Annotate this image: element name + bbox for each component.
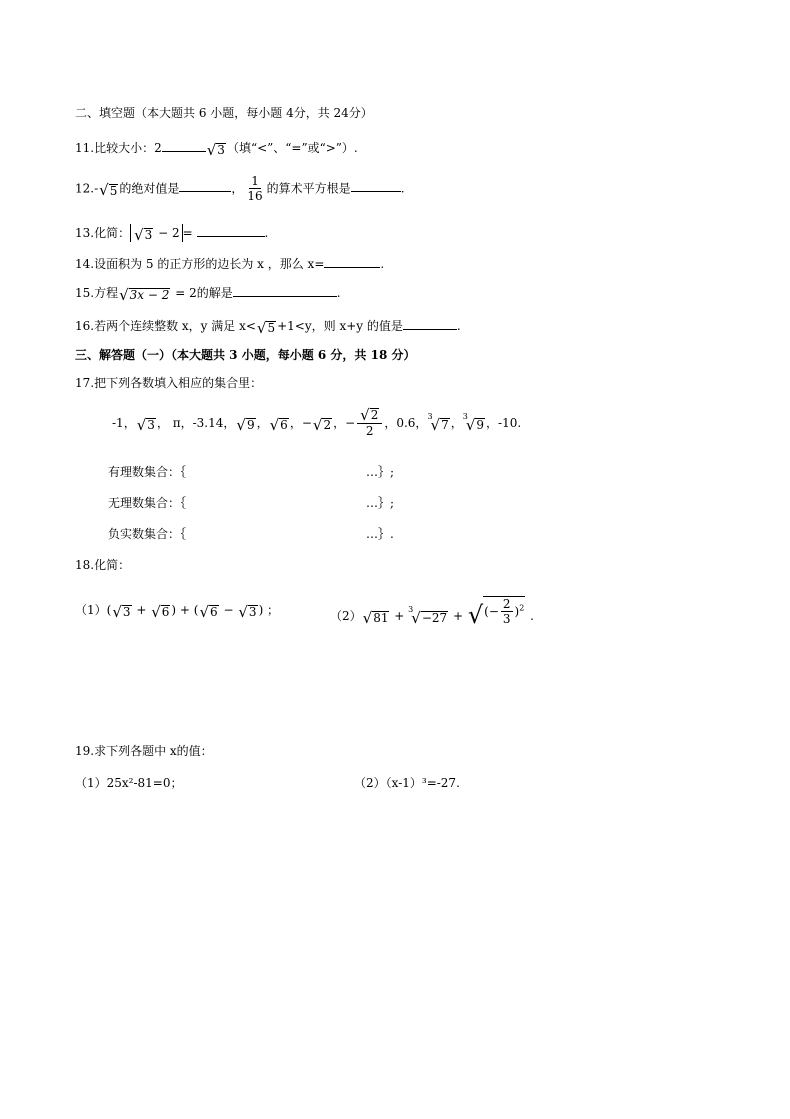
set-rational-close: …｝;: [366, 465, 395, 479]
answer-blank[interactable]: [324, 256, 380, 268]
set-rational: 有理数集合：｛: [108, 465, 187, 479]
set-irrational-close: …｝;: [366, 496, 395, 510]
answer-blank[interactable]: [351, 180, 401, 192]
absolute-value: √ 3 − 2: [130, 224, 183, 242]
fraction-1-16: $\frac{1}{16}$: [247, 174, 263, 204]
question-18-title: 18.化简：: [75, 558, 131, 572]
answer-blank[interactable]: [179, 180, 231, 192]
question-14: 14.设面积为 5 的正方形的边长为 x ，那么 x= .: [75, 257, 385, 271]
question-12: 12.- √ 5 的绝对值是 ， $\frac{1}{16}$ 的算术平方根是 .: [75, 174, 405, 204]
set-negative-real-close: …｝.: [366, 527, 394, 541]
question-11: 11.比较大小：2 √ 3 （填“<”、“=”或“>”）.: [75, 141, 358, 159]
question-18-part1: （1）( √ 3 + √ 6 ) + ( √ 6 − √ 3 ) ；: [75, 603, 280, 621]
sqrt-3: √ 3: [206, 141, 225, 159]
question-17-numbers: -1， √ 3 ， π，-3.14， √ 9 ， √ 6 ，− √ 2 ，− √ 2 2 ，0.6，$^3$ √ 7 ，$^3$ √ 9 ，-10.: [112, 406, 522, 439]
answer-blank[interactable]: [403, 318, 457, 330]
question-15: 15.方程 √ 3x − 2 = 2的解是 .: [75, 286, 341, 304]
question-19-part2: （2）（x-1）³=-27.: [354, 776, 460, 790]
answer-blank[interactable]: [233, 285, 337, 297]
fraction-sqrt2-2: √ 2 2: [357, 408, 382, 439]
section2-heading: 二、填空题（本大题共 6 小题，每小题 4分，共 24分）: [75, 106, 373, 120]
question-19-title: 19.求下列各题中 x的值：: [75, 744, 213, 758]
sqrt-5: √ 5: [99, 181, 118, 200]
question-17-title: 17.把下列各数填入相应的集合里：: [75, 376, 263, 390]
section3-heading: 三、解答题（一）（本大题共 3 小题，每小题 6 分，共 18 分）: [75, 348, 416, 362]
set-negative-real: 负实数集合：｛: [108, 527, 187, 541]
sqrt-5: √ 5: [256, 319, 276, 337]
answer-blank[interactable]: [197, 225, 265, 237]
question-16: 16.若两个连续整数 x，y 满足 x< √ 5 +1<y，则 x+y 的值是 .: [75, 319, 461, 337]
set-irrational: 无理数集合：｛: [108, 496, 187, 510]
question-13: 13.化简： √ 3 − 2 = .: [75, 226, 269, 244]
question-18-part2: （2） √ 81 + $^3$ √ −27 + √ (− $\frac{2}{3}$ )$^2$ .: [330, 597, 534, 629]
question-19-part1: （1）25x²-81=0；: [75, 776, 183, 790]
sqrt-3x-2: √ 3x − 2: [119, 286, 170, 304]
answer-blank[interactable]: [162, 140, 206, 152]
